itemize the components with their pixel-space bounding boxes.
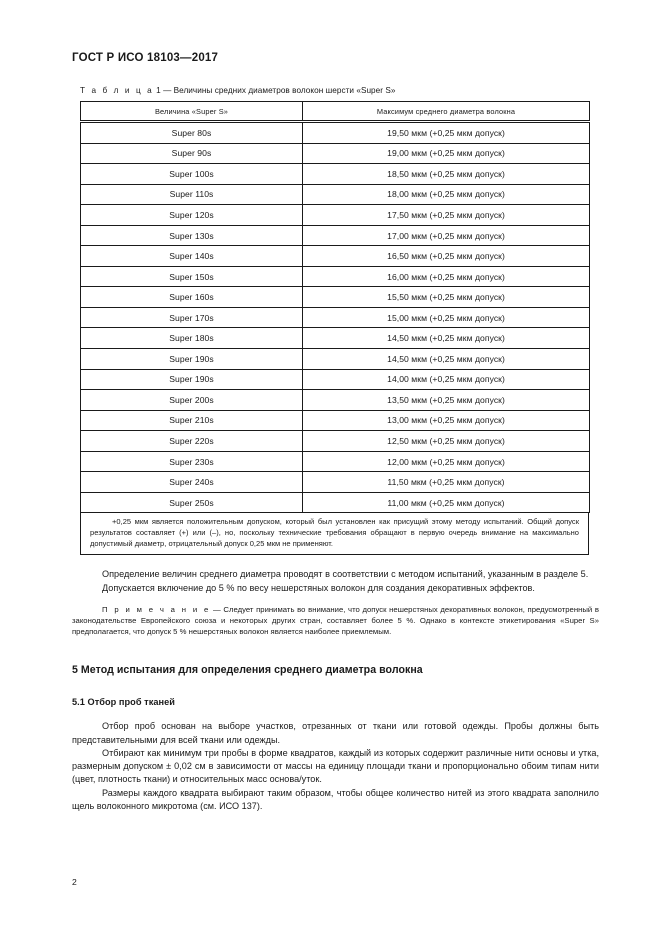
cell-diameter: 16,00 мкм (+0,25 мкм допуск) xyxy=(303,266,590,287)
cell-diameter: 11,00 мкм (+0,25 мкм допуск) xyxy=(303,492,590,513)
page-number: 2 xyxy=(72,877,77,887)
document-standard-number: ГОСТ Р ИСО 18103—2017 xyxy=(72,52,219,64)
wool-fibre-diameter-table xyxy=(80,101,590,513)
table-row xyxy=(81,266,590,287)
cell-grade: Super 100s xyxy=(81,164,303,185)
cell-grade: Super 150s xyxy=(81,266,303,287)
section-paragraph-1: Отбор проб основан на выборе участков, отрезанных от ткани или готовой одежды. Пробы должны быть представительными для всей ткани или одежды. xyxy=(72,721,599,745)
cell-diameter: 12,00 мкм (+0,25 мкм допуск) xyxy=(303,451,590,472)
cell-diameter: 11,50 мкм (+0,25 мкм допуск) xyxy=(303,472,590,493)
cell-diameter: 17,00 мкм (+0,25 мкм допуск) xyxy=(303,225,590,246)
table-row xyxy=(81,451,590,472)
cell-diameter: 14,00 мкм (+0,25 мкм допуск) xyxy=(303,369,590,390)
section-paragraph-3: Размеры каждого квадрата выбирают таким образом, чтобы общее количество нитей из этого квадрата заполнило щель волоконного микротома (см. ИСО 137). xyxy=(72,787,599,811)
cell-diameter: 15,50 мкм (+0,25 мкм допуск) xyxy=(303,287,590,308)
note-text: — Следует принимать во внимание, что допуск нешерстяных декоративных волокон, предусмотренный в законодательстве Европейского союза и некоторых других стран, составляет более 5 %. Однако в контексте этикетирования «Super S» предполагается, что допуск 5 % нешерстяных волокон является наиболее приемлемым. xyxy=(72,604,600,637)
cell-grade: Super 210s xyxy=(81,410,303,431)
table-row xyxy=(81,492,590,513)
cell-grade: Super 120s xyxy=(81,205,303,226)
cell-diameter: 16,50 мкм (+0,25 мкм допуск) xyxy=(303,246,590,267)
table-row xyxy=(81,410,590,431)
table-row xyxy=(81,472,590,493)
section-heading-5: 5 Метод испытания для определения среднего диаметра волокна xyxy=(72,664,423,677)
cell-grade: Super 240s xyxy=(81,472,303,493)
table-row xyxy=(81,184,590,205)
table-row xyxy=(81,307,590,328)
cell-diameter: 12,50 мкм (+0,25 мкм допуск) xyxy=(303,431,590,452)
cell-grade: Super 90s xyxy=(81,143,303,164)
table-row xyxy=(81,225,590,246)
section-body-block xyxy=(72,720,599,813)
cell-grade: Super 200s xyxy=(81,390,303,411)
cell-diameter: 19,00 мкм (+0,25 мкм допуск) xyxy=(303,143,590,164)
table-row xyxy=(81,143,590,164)
table-row xyxy=(81,431,590,452)
cell-grade: Super 80s xyxy=(81,122,303,144)
table-caption-text: — Величины средних диаметров волокон шерсти «Super S» xyxy=(163,86,396,95)
column-header-super-s-value: Величина «Super S» xyxy=(81,102,303,122)
cell-diameter: 18,00 мкм (+0,25 мкм допуск) xyxy=(303,184,590,205)
cell-grade: Super 230s xyxy=(81,451,303,472)
table-row xyxy=(81,328,590,349)
cell-grade: Super 140s xyxy=(81,246,303,267)
cell-grade: Super 180s xyxy=(81,328,303,349)
cell-diameter: 19,50 мкм (+0,25 мкм допуск) xyxy=(303,122,590,144)
column-header-max-mean-diameter: Максимум среднего диаметра волокна xyxy=(303,102,590,122)
table-body xyxy=(81,122,590,513)
table-row xyxy=(81,164,590,185)
cell-diameter: 13,50 мкм (+0,25 мкм допуск) xyxy=(303,390,590,411)
cell-diameter: 18,50 мкм (+0,25 мкм допуск) xyxy=(303,164,590,185)
note-paragraph xyxy=(72,604,599,637)
cell-diameter: 13,00 мкм (+0,25 мкм допуск) xyxy=(303,410,590,431)
table-row xyxy=(81,122,590,144)
subsection-heading-5-1: 5.1 Отбор проб тканей xyxy=(72,697,175,708)
body-text-block xyxy=(72,568,599,595)
table-row xyxy=(81,390,590,411)
cell-grade: Super 250s xyxy=(81,492,303,513)
table-row xyxy=(81,205,590,226)
note-block xyxy=(72,604,599,637)
cell-grade: Super 190s xyxy=(81,349,303,370)
table-row xyxy=(81,246,590,267)
table-caption-number: 1 xyxy=(156,86,161,95)
table-caption-prefix: Т а б л и ц а xyxy=(80,86,154,95)
table-footnote xyxy=(80,513,589,555)
section-paragraph-2: Отбирают как минимум три пробы в форме квадратов, каждый из которых содержит различные нити основы и утка, размерным допуском ± 0,02 см в зависимости от массы на единицу площади ткани и пропорционально обоим типам нити (цвет, плотность ткани) и относительных масс основа/уток. xyxy=(72,747,599,785)
body-paragraph-1: Определение величин среднего диаметра проводят в соответствии с методом испытаний, указанным в разделе 5. xyxy=(102,569,589,580)
cell-grade: Super 220s xyxy=(81,431,303,452)
cell-diameter: 15,00 мкм (+0,25 мкм допуск) xyxy=(303,307,590,328)
cell-grade: Super 170s xyxy=(81,307,303,328)
body-paragraph-2: Допускается включение до 5 % по весу нешерстяных волокон для создания декоративных эффектов. xyxy=(102,582,535,593)
cell-diameter: 14,50 мкм (+0,25 мкм допуск) xyxy=(303,349,590,370)
note-label: П р и м е ч а н и е xyxy=(102,604,211,614)
footnote-text: +0,25 мкм является положительным допуском, который был установлен как присущий этому методу испытаний. Общий допуск результатов составляет (+) или (–), но, поскольку технические требования обращают в первую очередь внимание на максимально допустимый диаметр, отрицательный допуск 0,25 мкм не применяют. xyxy=(90,517,579,548)
cell-diameter: 14,50 мкм (+0,25 мкм допуск) xyxy=(303,328,590,349)
table-header xyxy=(81,102,590,122)
table-caption xyxy=(80,86,599,95)
cell-grade: Super 160s xyxy=(81,287,303,308)
cell-diameter: 17,50 мкм (+0,25 мкм допуск) xyxy=(303,205,590,226)
cell-grade: Super 110s xyxy=(81,184,303,205)
table-row xyxy=(81,349,590,370)
table-row xyxy=(81,369,590,390)
table-header-row xyxy=(81,102,590,122)
cell-grade: Super 130s xyxy=(81,225,303,246)
table-row xyxy=(81,287,590,308)
cell-grade: Super 190s xyxy=(81,369,303,390)
